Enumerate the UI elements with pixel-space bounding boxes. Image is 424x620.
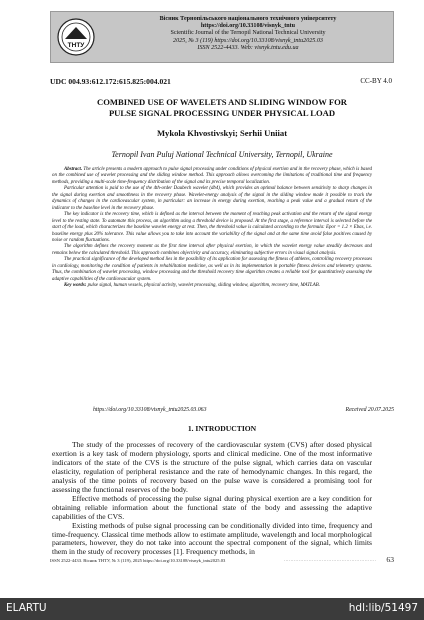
abstract-paragraph: The algorithm defines the recovery moment as the first time interval after physical exertion, in which the wavelet energy value steadily decreases and remains below the calculated threshold. This approach combines objectivity and accuracy, eliminating subjective errors in visual signal analysis.: [52, 244, 372, 256]
journal-header: [50, 11, 394, 63]
journal-doi[interactable]: https://doi.org/10.33108/visnyk_tntu: [200, 23, 296, 30]
affiliation: Ternopil Ivan Puluj National Technical University, Ternopil, Ukraine: [111, 150, 333, 159]
page-number: 63: [386, 555, 394, 564]
article-title: [50, 97, 394, 118]
udc-code: UDC 004.93:612.172:615.825:004.021: [50, 77, 171, 86]
received-date: Received 20.07.2025: [345, 407, 394, 413]
keywords-label: Key words:: [64, 283, 87, 289]
authors: Mykola Khvostivskyi; Serhii Uniiat: [156, 128, 288, 138]
body-paragraph: Existing methods of pulse signal processing can be conditionally divided into time, frequency and time-frequency. Classical time methods allow to estimate amplitude, wavelength and local morphological parameters, however, they do not take into account the spectral component of the signal, which limits them in the study of recovery processes [1]. Frequency methods, in: [52, 520, 372, 557]
body-text: [52, 441, 372, 557]
issn-web: ISSN 2522-4433. Web: visnyk.tntu.edu.ua: [197, 44, 299, 51]
section-heading: 1. INTRODUCTION: [187, 424, 257, 433]
logo-text: ТНТУ: [67, 42, 85, 49]
abstract-paragraph: Abstract. The article presents a modern approach to pulse signal processing under conditions of physical exertion and in the recovery phase, which is based on the combined use of wavelet processing and the sliding window method. This approach allows overcoming the limitations of traditional time and frequency methods, providing a multi-scale time-frequency distribution of the signal and its precise temporal localization.: [52, 167, 372, 185]
journal-name-en: Scientific Journal of the Ternopil National Technical University: [170, 30, 326, 37]
footer-citation: ISSN 2522-4433. Вісник ТНТУ, № 3 (119), 2025 https://doi.org/10.33108/visnyk_tntu2025.03: [50, 558, 226, 563]
abstract: [52, 167, 372, 290]
issue-info: 2025, № 3 (119) https://doi.org/10.33108/visnyk_tntu2025.03: [173, 37, 323, 44]
title-line-2: PULSE SIGNAL PROCESSING UNDER PHYSICAL LOAD: [108, 107, 336, 118]
handle-label[interactable]: hdl:lib/51497: [348, 602, 418, 614]
header-text: [105, 16, 391, 52]
body-paragraph: Effective methods of processing the pulse signal during physical exertion are a key condition for obtaining reliable information about the functional state of the body and assessing the adaptive capabilities of the CVS.: [52, 493, 372, 521]
keywords: Key words: pulse signal, human vessels, physical activity, wavelet processing, sliding window, algorithm, recovery time, MATLAB.: [64, 283, 320, 289]
abstract-paragraph: The practical significance of the developed method lies in the possibility of its application for assessing the fitness of athletes, controlling recovery processes in cardiology, monitoring the condition of patients in rehabilitation medicine, as well as in its implementation in portable fitness devices and telemetry systems. Thus, the combination of wavelet processing, window processing and the threshold recovery time algorithm creates a reliable tool for quantitatively assessing the adaptive capabilities of the cardiovascular system.: [52, 257, 372, 282]
journal-logo: [57, 18, 95, 56]
article-doi-link[interactable]: https://doi.org/10.33108/visnyk_tntu2025.03.063: [93, 407, 207, 413]
license-label: CC-BY 4.0: [360, 77, 392, 85]
viewer-status-bar: [0, 598, 424, 620]
title-line-1: COMBINED USE OF WAVELETS AND SLIDING WINDOW FOR: [97, 97, 347, 107]
journal-name-ua: Вісник Тернопільського національного технічного університету: [159, 16, 337, 22]
body-paragraph: The study of the processes of recovery of the cardiovascular system (CVS) after dosed physical exertion is a key task of modern physiology, sports and clinical medicine. One of the most informative indicators of the state of the CVS is the structure of the pulse signal, which carries data on vascular elasticity, regulation of peripheral resistance and the rate of hemodynamic changes. In this regard, the analysis of the time points of recovery based on the pulse wave is considered a promising tool for assessing the functional reserves of the body.: [52, 440, 372, 494]
page-footer: [50, 555, 394, 564]
footer-leader: ........................................................: [284, 557, 377, 562]
abstract-paragraph: Particular attention is paid to the use of the 4th-order Daubech wavelet (db4), which provides an optimal balance between sensitivity to sharp changes in the signal during exertion and smoothness in the recovery phase. Wavelet-energy analysis of the signal in the sliding window made it possible to track the dynamics of changes in the cardiovascular system, in particular: an increase in energy during exertion, reaching a peak value and a gradual return of the indicator to the baseline level in the recovery phase.: [52, 186, 372, 211]
abstract-label: Abstract.: [64, 167, 83, 172]
abstract-paragraph: The key indicator is the recovery time, which is defined as the interval between the moment of reaching peak activation and the return of the signal energy level to the resting state. To automate this process, an algorithm using a threshold device is proposed. At the first stage, a reference interval is selected before the start of the load, which characterizes the baseline wavelet energy at rest. Then, the threshold value is calculated according to the formula: Epor = 1.2 × Ebas, i.e. baseline energy plus 20% tolerance. This value allows you to take into account the variability of the signal and at the same time avoid false positives caused by noise or random fluctuations.: [52, 212, 372, 243]
repository-label[interactable]: ELARTU: [6, 602, 47, 614]
